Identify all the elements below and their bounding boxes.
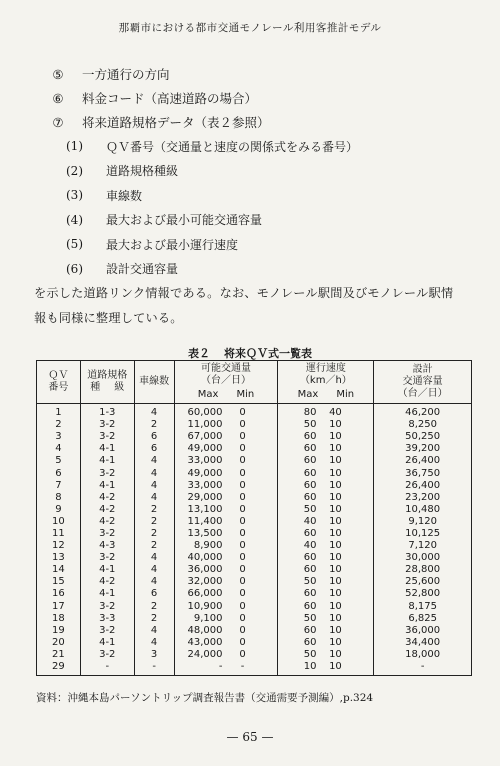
cell-design-capacity: 36,000: [374, 625, 472, 637]
cell-speed: 60 10: [278, 480, 374, 492]
cell-grade: 4-2: [80, 492, 134, 504]
item-number: ⑥: [52, 90, 64, 106]
list-item: [44, 86, 474, 110]
cell-lanes: 2: [134, 528, 174, 540]
sub-item-number: (1): [66, 139, 83, 154]
cell-speed: 60 10: [278, 552, 374, 564]
sub-item-number: (3): [66, 188, 83, 203]
cell-speed: 40 10: [278, 540, 374, 552]
cell-design-capacity: 6,825: [374, 613, 472, 625]
table-row: [37, 480, 472, 492]
cell-qv: 8: [37, 492, 81, 504]
cell-qv: 5: [37, 455, 81, 467]
table-body: [37, 404, 472, 676]
table-row: [37, 528, 472, 540]
cell-grade: 4-1: [80, 637, 134, 649]
cell-capacity: 40,000 0: [174, 552, 278, 564]
cell-capacity: 48,000 0: [174, 625, 278, 637]
cell-speed: 60 10: [278, 588, 374, 600]
cell-lanes: 2: [134, 613, 174, 625]
cell-lanes: -: [134, 661, 174, 676]
cell-capacity: 11,400 0: [174, 516, 278, 528]
cell-speed: 50 10: [278, 504, 374, 516]
cell-qv: 15: [37, 576, 81, 588]
cell-capacity: 29,000 0: [174, 492, 278, 504]
table-row: [37, 431, 472, 443]
cell-design-capacity: 46,200: [374, 404, 472, 420]
cell-grade: 4-1: [80, 480, 134, 492]
cell-capacity: - -: [174, 661, 278, 676]
cell-speed: 60 10: [278, 455, 374, 467]
header-speed: 運行速度 （km／h） Max Min: [278, 361, 374, 404]
cell-lanes: 4: [134, 552, 174, 564]
cell-grade: 1-3: [80, 404, 134, 420]
cell-design-capacity: 8,250: [374, 419, 472, 431]
cell-qv: 7: [37, 480, 81, 492]
cell-capacity: 10,900 0: [174, 601, 278, 613]
cell-lanes: 2: [134, 516, 174, 528]
list-item: [44, 110, 474, 134]
cell-capacity: 66,000 0: [174, 588, 278, 600]
cell-capacity: 43,000 0: [174, 637, 278, 649]
cell-qv: 4: [37, 443, 81, 455]
list-item: [44, 62, 474, 86]
cell-speed: 60 10: [278, 467, 374, 479]
sub-item-text: ＱＶ番号（交通量と速度の関係式をみる番号）: [106, 139, 359, 154]
cell-grade: 3-2: [80, 601, 134, 613]
cell-speed: 60 10: [278, 492, 374, 504]
cell-lanes: 4: [134, 576, 174, 588]
sub-item: [44, 208, 474, 233]
sub-item-number: (4): [66, 212, 83, 227]
cell-lanes: 4: [134, 625, 174, 637]
cell-capacity: 49,000 0: [174, 443, 278, 455]
cell-grade: 4-1: [80, 588, 134, 600]
table-row: [37, 443, 472, 455]
cell-speed: 60 10: [278, 625, 374, 637]
header-qv: ＱＶ 番号: [37, 361, 81, 404]
cell-design-capacity: 10,125: [374, 528, 472, 540]
cell-design-capacity: -: [374, 661, 472, 676]
table-row: [37, 419, 472, 431]
item-text: 将来道路規格データ（表２参照）: [82, 115, 270, 130]
cell-design-capacity: 30,000: [374, 552, 472, 564]
cell-capacity: 13,500 0: [174, 528, 278, 540]
table-row: [37, 661, 472, 676]
table-row: [37, 540, 472, 552]
item-number: ⑦: [52, 114, 64, 130]
cell-design-capacity: 28,800: [374, 564, 472, 576]
cell-lanes: 4: [134, 637, 174, 649]
table-caption-label: 表２: [188, 347, 210, 360]
cell-capacity: 9,100 0: [174, 613, 278, 625]
cell-design-capacity: 26,400: [374, 480, 472, 492]
cell-qv: 16: [37, 588, 81, 600]
cell-grade: 4-2: [80, 504, 134, 516]
cell-design-capacity: 10,480: [374, 504, 472, 516]
cell-design-capacity: 23,200: [374, 492, 472, 504]
cell-lanes: 6: [134, 588, 174, 600]
cell-design-capacity: 25,600: [374, 576, 472, 588]
cell-design-capacity: 34,400: [374, 637, 472, 649]
cell-qv: 19: [37, 625, 81, 637]
cell-speed: 60 10: [278, 431, 374, 443]
cell-grade: 4-1: [80, 564, 134, 576]
cell-lanes: 4: [134, 480, 174, 492]
table-row: [37, 576, 472, 588]
cell-speed: 60 10: [278, 601, 374, 613]
cell-grade: 3-2: [80, 649, 134, 661]
table-row: [37, 504, 472, 516]
cell-design-capacity: 39,200: [374, 443, 472, 455]
cell-lanes: 2: [134, 540, 174, 552]
table-row: [37, 467, 472, 479]
sub-item: [44, 134, 474, 159]
cell-capacity: 11,000 0: [174, 419, 278, 431]
cell-qv: 9: [37, 504, 81, 516]
cell-capacity: 32,000 0: [174, 576, 278, 588]
table-row: [37, 625, 472, 637]
cell-lanes: 6: [134, 443, 174, 455]
cell-design-capacity: 8,175: [374, 601, 472, 613]
cell-qv: 2: [37, 419, 81, 431]
cell-capacity: 49,000 0: [174, 467, 278, 479]
cell-speed: 60 10: [278, 443, 374, 455]
cell-speed: 40 10: [278, 516, 374, 528]
cell-design-capacity: 18,000: [374, 649, 472, 661]
cell-grade: 4-3: [80, 540, 134, 552]
cell-grade: 4-2: [80, 576, 134, 588]
cell-design-capacity: 50,250: [374, 431, 472, 443]
cell-lanes: 4: [134, 404, 174, 420]
sub-item-text: 設計交通容量: [106, 262, 179, 277]
header-lanes: 車線数: [134, 361, 174, 404]
cell-qv: 11: [37, 528, 81, 540]
cell-capacity: 24,000 0: [174, 649, 278, 661]
cell-grade: 3-2: [80, 552, 134, 564]
cell-speed: 80 40: [278, 404, 374, 420]
item-text: 料金コード（高速道路の場合）: [82, 91, 258, 106]
cell-speed: 60 10: [278, 637, 374, 649]
cell-design-capacity: 7,120: [374, 540, 472, 552]
cell-qv: 21: [37, 649, 81, 661]
cell-speed: 50 10: [278, 649, 374, 661]
table-caption: [0, 345, 500, 361]
cell-grade: 4-2: [80, 516, 134, 528]
cell-lanes: 6: [134, 431, 174, 443]
cell-grade: 3-2: [80, 431, 134, 443]
sub-item: [44, 183, 474, 208]
table-row: [37, 404, 472, 420]
item-number: ⑤: [52, 66, 64, 82]
sub-item: [44, 159, 474, 184]
sub-item: [44, 232, 474, 257]
sub-item-number: (6): [66, 261, 83, 276]
cell-capacity: 60,000 0: [174, 404, 278, 420]
cell-qv: 12: [37, 540, 81, 552]
cell-grade: -: [80, 661, 134, 676]
cell-capacity: 13,100 0: [174, 504, 278, 516]
cell-qv: 29: [37, 661, 81, 676]
sub-item-number: (5): [66, 237, 83, 252]
table-row: [37, 613, 472, 625]
sub-item-number: (2): [66, 163, 83, 178]
table-row: [37, 601, 472, 613]
cell-design-capacity: 26,400: [374, 455, 472, 467]
body-paragraph: [34, 281, 474, 331]
cell-qv: 6: [37, 467, 81, 479]
cell-grade: 3-2: [80, 467, 134, 479]
item-text: 一方通行の方向: [82, 67, 170, 82]
cell-speed: 50 10: [278, 576, 374, 588]
cell-speed: 10 10: [278, 661, 374, 676]
cell-grade: 4-1: [80, 443, 134, 455]
cell-grade: 3-2: [80, 528, 134, 540]
cell-lanes: 4: [134, 455, 174, 467]
cell-speed: 50 10: [278, 613, 374, 625]
paragraph-line: 報も同様に整理している。: [34, 311, 183, 325]
table-row: [37, 455, 472, 467]
table-header-row: [37, 361, 472, 404]
cell-speed: 50 10: [278, 419, 374, 431]
cell-capacity: 36,000 0: [174, 564, 278, 576]
cell-speed: 60 10: [278, 528, 374, 540]
header-grade: 道路規格 種 級: [80, 361, 134, 404]
table-row: [37, 564, 472, 576]
cell-lanes: 3: [134, 649, 174, 661]
table-row: [37, 649, 472, 661]
cell-lanes: 4: [134, 467, 174, 479]
cell-qv: 3: [37, 431, 81, 443]
source-note: 資料：沖縄本島パーソントリップ調査報告書（交通需要予測編）,p.324: [36, 692, 374, 704]
sub-item-text: 道路規格種級: [106, 164, 179, 179]
cell-capacity: 33,000 0: [174, 480, 278, 492]
cell-design-capacity: 9,120: [374, 516, 472, 528]
cell-qv: 13: [37, 552, 81, 564]
sub-item: [44, 257, 474, 282]
cell-lanes: 4: [134, 492, 174, 504]
page-number: — 65 —: [226, 730, 274, 744]
header-capacity: 可能交通量 （台／日） Max Min: [174, 361, 278, 404]
cell-grade: 3-2: [80, 419, 134, 431]
cell-lanes: 4: [134, 564, 174, 576]
table-row: [37, 492, 472, 504]
cell-lanes: 2: [134, 504, 174, 516]
qv-table: [36, 360, 472, 676]
running-header: 那覇市における都市交通モノレール利用客推計モデル: [118, 22, 382, 34]
sub-item-text: 最大および最小可能交通容量: [106, 213, 263, 228]
cell-qv: 17: [37, 601, 81, 613]
cell-qv: 20: [37, 637, 81, 649]
paragraph-line: を示した道路リンク情報である。なお、モノレール駅間及びモノレール駅情: [34, 286, 454, 300]
cell-capacity: 67,000 0: [174, 431, 278, 443]
header-design-capacity: 設計 交通容量 （台／日）: [374, 361, 472, 404]
cell-speed: 60 10: [278, 564, 374, 576]
sub-item-text: 最大および最小運行速度: [106, 237, 239, 252]
cell-qv: 18: [37, 613, 81, 625]
table-row: [37, 637, 472, 649]
cell-grade: 3-2: [80, 625, 134, 637]
table-caption-title: 将来ＱＶ式一覧表: [224, 347, 312, 360]
cell-grade: 3-3: [80, 613, 134, 625]
cell-qv: 1: [37, 404, 81, 420]
cell-capacity: 8,900 0: [174, 540, 278, 552]
cell-grade: 4-1: [80, 455, 134, 467]
cell-capacity: 33,000 0: [174, 455, 278, 467]
sub-item-text: 車線数: [106, 188, 143, 203]
table-row: [37, 516, 472, 528]
table-row: [37, 588, 472, 600]
table-row: [37, 552, 472, 564]
item-list: [44, 62, 474, 281]
cell-design-capacity: 36,750: [374, 467, 472, 479]
cell-qv: 14: [37, 564, 81, 576]
cell-lanes: 2: [134, 601, 174, 613]
cell-qv: 10: [37, 516, 81, 528]
cell-lanes: 2: [134, 419, 174, 431]
cell-design-capacity: 52,800: [374, 588, 472, 600]
